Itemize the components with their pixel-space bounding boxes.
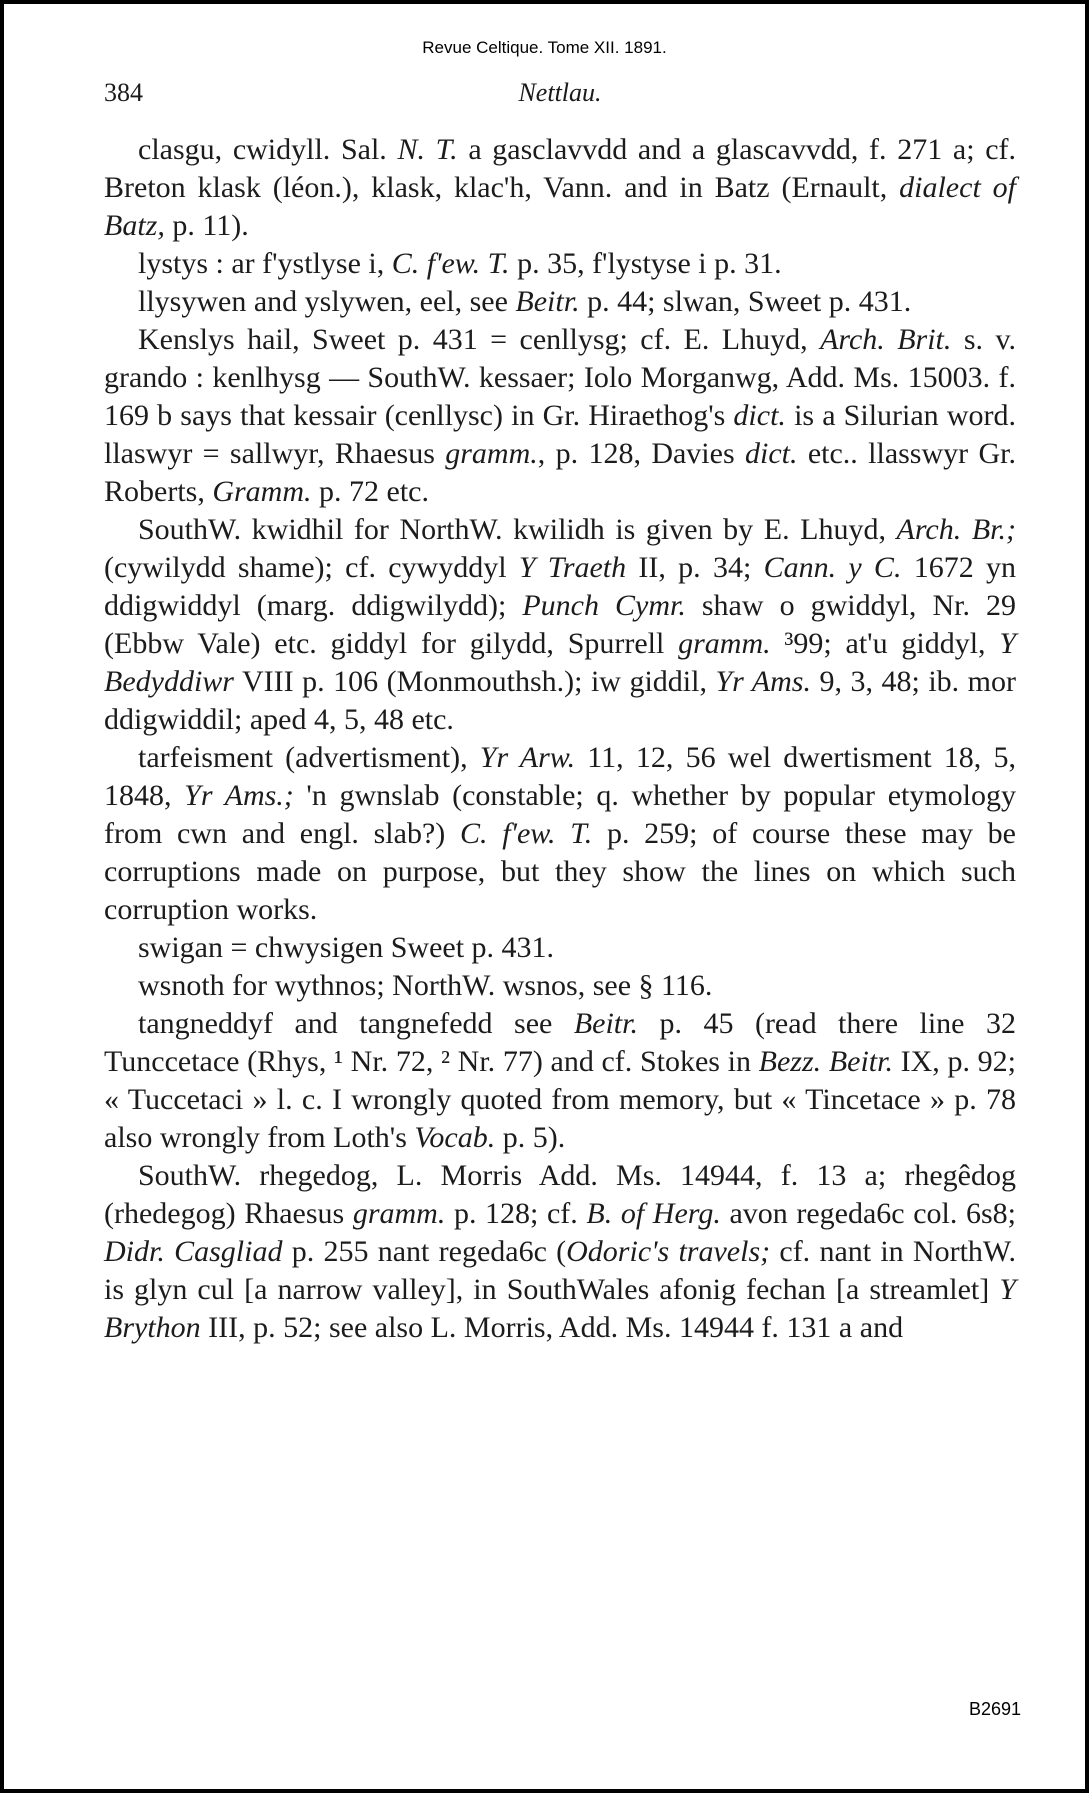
running-head-author: Nettlau. [518,78,602,107]
body-text [104,131,1016,1347]
paragraph: SouthW. kwidhil for NorthW. kwilidh is given by E. Lhuyd, Arch. Br.; (cywilydd shame); cf. cywyddyl Y Traeth II, p. 34; Cann. y C. 1672 yn ddigwiddyl (marg. ddigwilydd); Punch Cymr. shaw o gwiddyl, Nr. 29 (Ebbw Vale) etc. giddyl for gilydd, Spurrell gramm. ³99; at'u giddyl, Y Bedyddiwr VIII p. 106 (Monmouthsh.); iw giddil, Yr Ams. 9, 3, 48; ib. mor ddigwiddil; aped 4, 5, 48 etc. [104,513,1016,736]
page-number: 384 [104,78,143,107]
paragraph: Kenslys hail, Sweet p. 431 = cenllysg; cf. E. Lhuyd, Arch. Brit. s. v. grando : kenlhysg — SouthW. kessaer; Iolo Morganwg, Add. Ms. 15003. f. 169 b says that kessair (cenllysc) in Gr. Hiraethog's dict. is a Silurian word. llaswyr = sallwyr, Rhaesus gramm., p. 128, Davies dict. etc.. llasswyr Gr. Roberts, Gramm. p. 72 etc. [104,323,1016,508]
running-head [104,78,1016,112]
paragraph: swigan = chwysigen Sweet p. 431. [138,931,555,964]
paragraph: wsnoth for wythnos; NorthW. wsnos, see § 116. [138,969,713,1002]
paragraph: tangneddyf and tangnefedd see Beitr. p. 45 (read there line 32 Tunccetace (Rhys, ¹ Nr. 72, ² Nr. 77) and cf. Stokes in Bezz. Beitr. IX, p. 92; « Tuccetaci » l. c. I wrongly quoted from memory, but « Tincetace » p. 78 also wrongly from Loth's Vocab. p. 5). [104,1007,1016,1154]
paragraph: llysywen and yslywen, eel, see Beitr. p. 44; slwan, Sweet p. 431. [138,285,912,318]
journal-banner: Revue Celtique. Tome XII. 1891. [422,38,667,57]
paragraph: clasgu, cwidyll. Sal. N. T. a gasclavvdd and a glascavvdd, f. 271 a; cf. Breton klask (léon.), klask, klac'h, Vann. and in Batz (Ernault, dialect of Batz, p. 11). [104,133,1017,242]
paragraph: tarfeisment (advertisment), Yr Arw. 11, 12, 56 wel dwertisment 18, 5, 1848, Yr Ams.; 'n gwnslab (constable; q. whether by popular etymology from cwn and engl. slab?) C. f'ew. T. p. 259; of course these may be corruptions made on purpose, but they show the lines on which such corruption works. [104,741,1017,926]
document-id: B2691 [968,1699,1021,1719]
paragraph: SouthW. rhegedog, L. Morris Add. Ms. 14944, f. 13 a; rhegêdog (rhedegog) Rhaesus gramm. p. 128; cf. B. of Herg. avon regeda6c col. 6s8; Didr. Casgliad p. 255 nant regeda6c (Odoric's travels; cf. nant in NorthW. is glyn cul [a narrow valley], in SouthWales afonig fechan [a streamlet] Y Brython III, p. 52; see also L. Morris, Add. Ms. 14944 f. 131 a and [104,1159,1016,1344]
paragraph: lystys : ar f'ystlyse i, C. f'ew. T. p. 35, f'lystyse i p. 31. [138,247,782,280]
